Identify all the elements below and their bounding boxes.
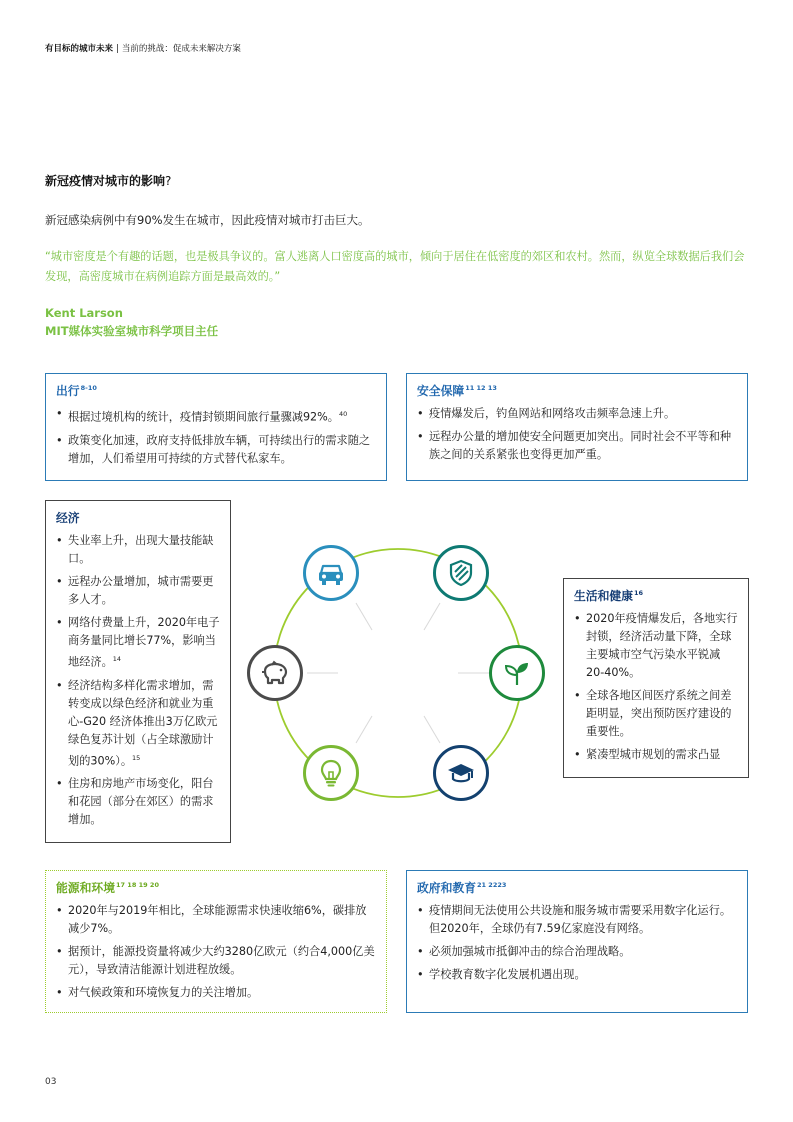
list-item: • 紧凑型城市规划的需求凸显 [574,746,738,764]
health-list [574,610,738,764]
list-item: • 根据过境机构的统计，疫情封锁期间旅行量骤减92%。$^{40}$ [56,405,376,427]
economy-title-text: 经济 [56,511,80,525]
list-item: • 网络付费量上升，2020年电子商务量同比增长77%，影响当地经济。$^{14}$ [56,614,220,672]
graduation-cap-icon-node [433,745,489,801]
car-icon [315,557,347,589]
header-separator: | [116,44,119,54]
sprout-icon [501,657,533,689]
list-item: • 全球各地区间医疗系统之间差距明显，突出预防医疗建设的重要性。 [574,687,738,741]
intro-text: 新冠感染病例中有90%发生在城市，因此疫情对城市打击巨大。 [45,213,370,227]
lightbulb-icon [315,757,347,789]
governance-title [417,879,737,896]
list-item: • 住房和房地产市场变化，阳台和花园（部分在郊区）的需求增加。 [56,775,220,829]
health-title-text: 生活和健康 [574,589,633,603]
list-item: • 学校教育数字化发展机遇出现。 [417,966,737,984]
header-title: 有目标的城市未来 [45,44,114,54]
energy-ref: 17 18 19 20 [116,881,159,890]
energy-title-text: 能源和环境 [56,881,115,895]
author-title: MIT媒体实验室城市科学项目主任 [45,324,219,338]
footnote-ref: 40 [339,410,348,418]
mobility-ref: 8-10 [80,384,97,393]
footnote-ref: 14 [112,655,122,663]
health-box [563,578,749,778]
list-item: • 2020年疫情爆发后，各地实行封锁，经济活动量下降，全球主要城市空气污染水平锐减20-40%。 [574,610,738,682]
health-ref: 16 [634,589,644,598]
car-icon-node [303,545,359,601]
list-item: • 远程办公量增加，城市需要更多人才。 [56,573,220,609]
piggy-bank-icon-node [247,645,303,701]
governance-box [406,870,748,1013]
header-subtitle: 当前的挑战：促成未来解决方案 [121,44,241,54]
energy-title [56,879,376,896]
shield-icon [445,557,477,589]
sprout-icon-node [489,645,545,701]
list-item: • 据预计，能源投资量将减少大约3280亿欧元（约合4,000亿美元），导致清洁能源计划进程放缓。 [56,943,376,979]
section-title-mark: ? [165,174,172,188]
list-item: • 必须加强城市抵御冲击的综合治理战略。 [417,943,737,961]
list-item: • 经济结构多样化需求增加，需转变成以绿色经济和就业为重心-G20 经济体推出3万亿欧元绿色复苏计划（占全球激励计划的30%）。$^{15}$ [56,677,220,771]
list-item: • 远程办公量的增加使安全问题更加突出。同时社会不平等和种族之间的关系紧张也变得更加严重。 [417,428,737,464]
lightbulb-icon-node [303,745,359,801]
list-item: • 对气候政策和环境恢复力的关注增加。 [56,984,376,1002]
list-item: • 失业率上升，出现大量技能缺口。 [56,532,220,568]
health-title [574,587,738,604]
piggy-bank-icon [259,657,291,689]
list-item: • 疫情爆发后，钓鱼网站和网络攻击频率急速上升。 [417,405,737,423]
list-item: • 疫情期间无法使用公共设施和服务城市需要采用数字化运行。但2020年，全球仍有7.59亿家庭没有网络。 [417,902,737,938]
quote-text: “城市密度是个有趣的话题，也是极具争议的。富人逃离人口密度高的城市，倾向于居住在低密度的郊区和农村。然而，纵览全球数据后我们会发现，高密度城市在病例追踪方面是最高效的。” [45,250,745,283]
energy-list [56,902,376,1002]
section-title-text: 新冠疫情对城市的影响 [45,174,166,188]
list-item: • 政策变化加速，政府支持低排放车辆，可持续出行的需求随之增加，人们希望用可持续的方式替代私家车。 [56,432,376,468]
governance-title-text: 政府和教育 [417,881,476,895]
mobility-title-text: 出行 [56,384,80,398]
page-number: 03 [45,1077,57,1087]
ring-spokes [307,603,489,743]
footnote-ref: 15 [132,753,141,762]
security-ref: 11 12 13 [465,384,497,393]
list-item: • 2020年与2019年相比，全球能源需求快速收缩6%，碳排放减少7%。 [56,902,376,938]
author-name: Kent Larson [45,306,123,320]
graduation-cap-icon [445,757,477,789]
security-title-text: 安全保障 [417,384,465,398]
shield-icon-node [433,545,489,601]
energy-box [45,870,387,1013]
governance-ref: 21 2223 [477,881,507,890]
governance-list [417,902,737,984]
